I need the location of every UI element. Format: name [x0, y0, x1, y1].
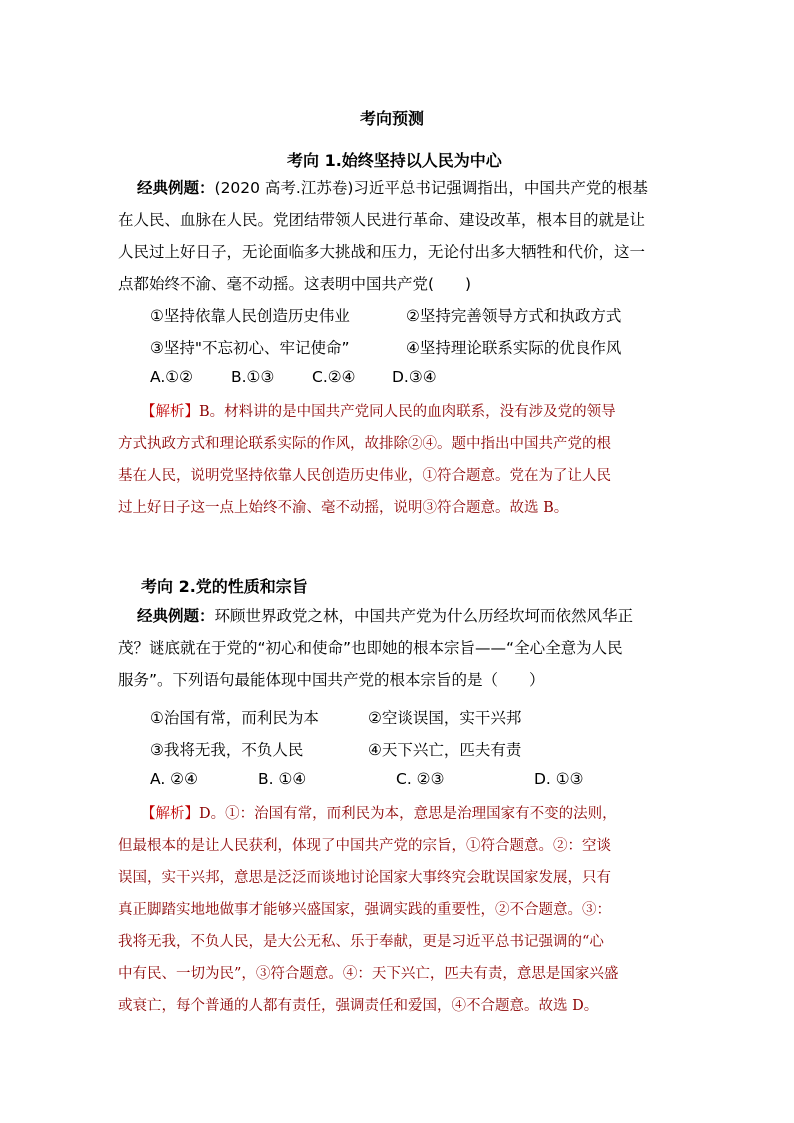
- section2-analysis-line-2: 但最根本的是让人民获利，体现了中国共产党的宗旨，①符合题意。②：空谈: [118, 838, 611, 854]
- section1-question-text: (2020 高考.江苏卷)习近平总书记强调指出，中国共产党的根基: [214, 179, 648, 197]
- section2-item-2: ②空谈误国，实干兴邦: [368, 709, 522, 727]
- section2-question-line-3: 服务”。下列语句最能体现中国共产党的根本宗旨的是（ ）: [118, 671, 545, 689]
- section2-choice-a: A. ②④: [150, 770, 198, 788]
- section1-analysis-line-1: [141, 400, 616, 421]
- section1-item-4: ④坚持理论联系实际的优良作风: [406, 339, 622, 357]
- section2-analysis-line-5: 我将无我，不负人民，是大公无私、乐于奉献，更是习近平总书记强调的“心: [118, 934, 604, 950]
- section1-analysis-line-3: 基在人民，说明党坚持依靠人民创造历史伟业，①符合题意。党在为了让人民: [118, 468, 611, 484]
- section1-choice-d: D.③④: [392, 368, 437, 386]
- section2-item-4: ④天下兴亡，匹夫有责: [368, 741, 522, 759]
- section2-analysis-line-4: 真正脚踏实地地做事才能够兴盛国家，强调实践的重要性，②不合题意。③：: [118, 902, 611, 918]
- section1-analysis-line-4: 过上好日子这一点上始终不渝、毫不动摇，说明③符合题意。故选 B。: [118, 500, 569, 516]
- section1-heading: 考向 1.始终坚持以人民为中心: [287, 151, 502, 170]
- section1-item-1: ①坚持依靠人民创造历史伟业: [150, 307, 350, 325]
- section2-example-label: 经典例题：: [137, 607, 215, 625]
- section2-item-1: ①治国有常，而利民为本: [150, 709, 319, 727]
- section2-choice-d: D. ①③: [534, 770, 584, 788]
- section1-item-2: ②坚持完善领导方式和执政方式: [406, 307, 622, 325]
- section2-analysis-line-7: 或衰亡，每个普通的人都有责任，强调责任和爱国，④不合题意。故选 D。: [118, 998, 599, 1014]
- section2-question-line-1: [137, 600, 633, 632]
- section2-analysis-tag: 【解析】: [141, 806, 199, 822]
- section1-analysis-tag: 【解析】: [141, 404, 199, 420]
- section2-heading: 考向 2.党的性质和宗旨: [141, 577, 308, 596]
- section1-item-3: ③坚持"不忘初心、牢记使命”: [150, 339, 350, 357]
- section1-choice-c: C.②④: [312, 368, 356, 386]
- section2-analysis-line-6: 中有民、一切为民”，③符合题意。④：天下兴亡，匹夫有责，意思是国家兴盛: [118, 966, 619, 982]
- section2-item-3: ③我将无我，不负人民: [150, 741, 304, 759]
- section1-question-line-1: [137, 172, 648, 204]
- section1-analysis-text: B。材料讲的是中国共产党同人民的血肉联系，没有涉及党的领导: [199, 404, 616, 420]
- section2-analysis-line-1: [141, 802, 617, 823]
- page-title: 考向预测: [360, 109, 425, 128]
- section2-choice-b: B. ①④: [258, 770, 307, 788]
- section2-question-line-2: 茂？谜底就在于党的“初心和使命”也即她的根本宗旨——“全心全意为人民: [118, 639, 623, 657]
- section1-analysis-line-2: 方式执政方式和理论联系实际的作风，故排除②④。题中指出中国共产党的根: [118, 436, 611, 452]
- section2-analysis-line-3: 误国，实干兴邦，意思是泛泛而谈地讨论国家大事终究会耽误国家发展，只有: [118, 870, 611, 886]
- section2-question-text: 环顾世界政党之林，中国共产党为什么历经坎坷而依然风华正: [214, 607, 634, 625]
- section1-question-line-2: 在人民、血脉在人民。党团结带领人民进行革命、建设改革，根本目的就是让: [118, 211, 646, 229]
- section2-analysis-text: D。①：治国有常，而利民为本，意思是治理国家有不变的法则，: [199, 806, 617, 822]
- section1-question-line-4: 点都始终不渝、毫不动摇。这表明中国共产党( ): [118, 275, 472, 293]
- section1-question-line-3: 人民过上好日子，无论面临多大挑战和压力，无论付出多大牺牲和代价，这一: [118, 243, 646, 261]
- section2-choice-c: C. ②③: [396, 770, 445, 788]
- section1-example-label: 经典例题：: [137, 179, 215, 197]
- section1-choice-b: B.①③: [231, 368, 275, 386]
- section1-choice-a: A.①②: [150, 368, 194, 386]
